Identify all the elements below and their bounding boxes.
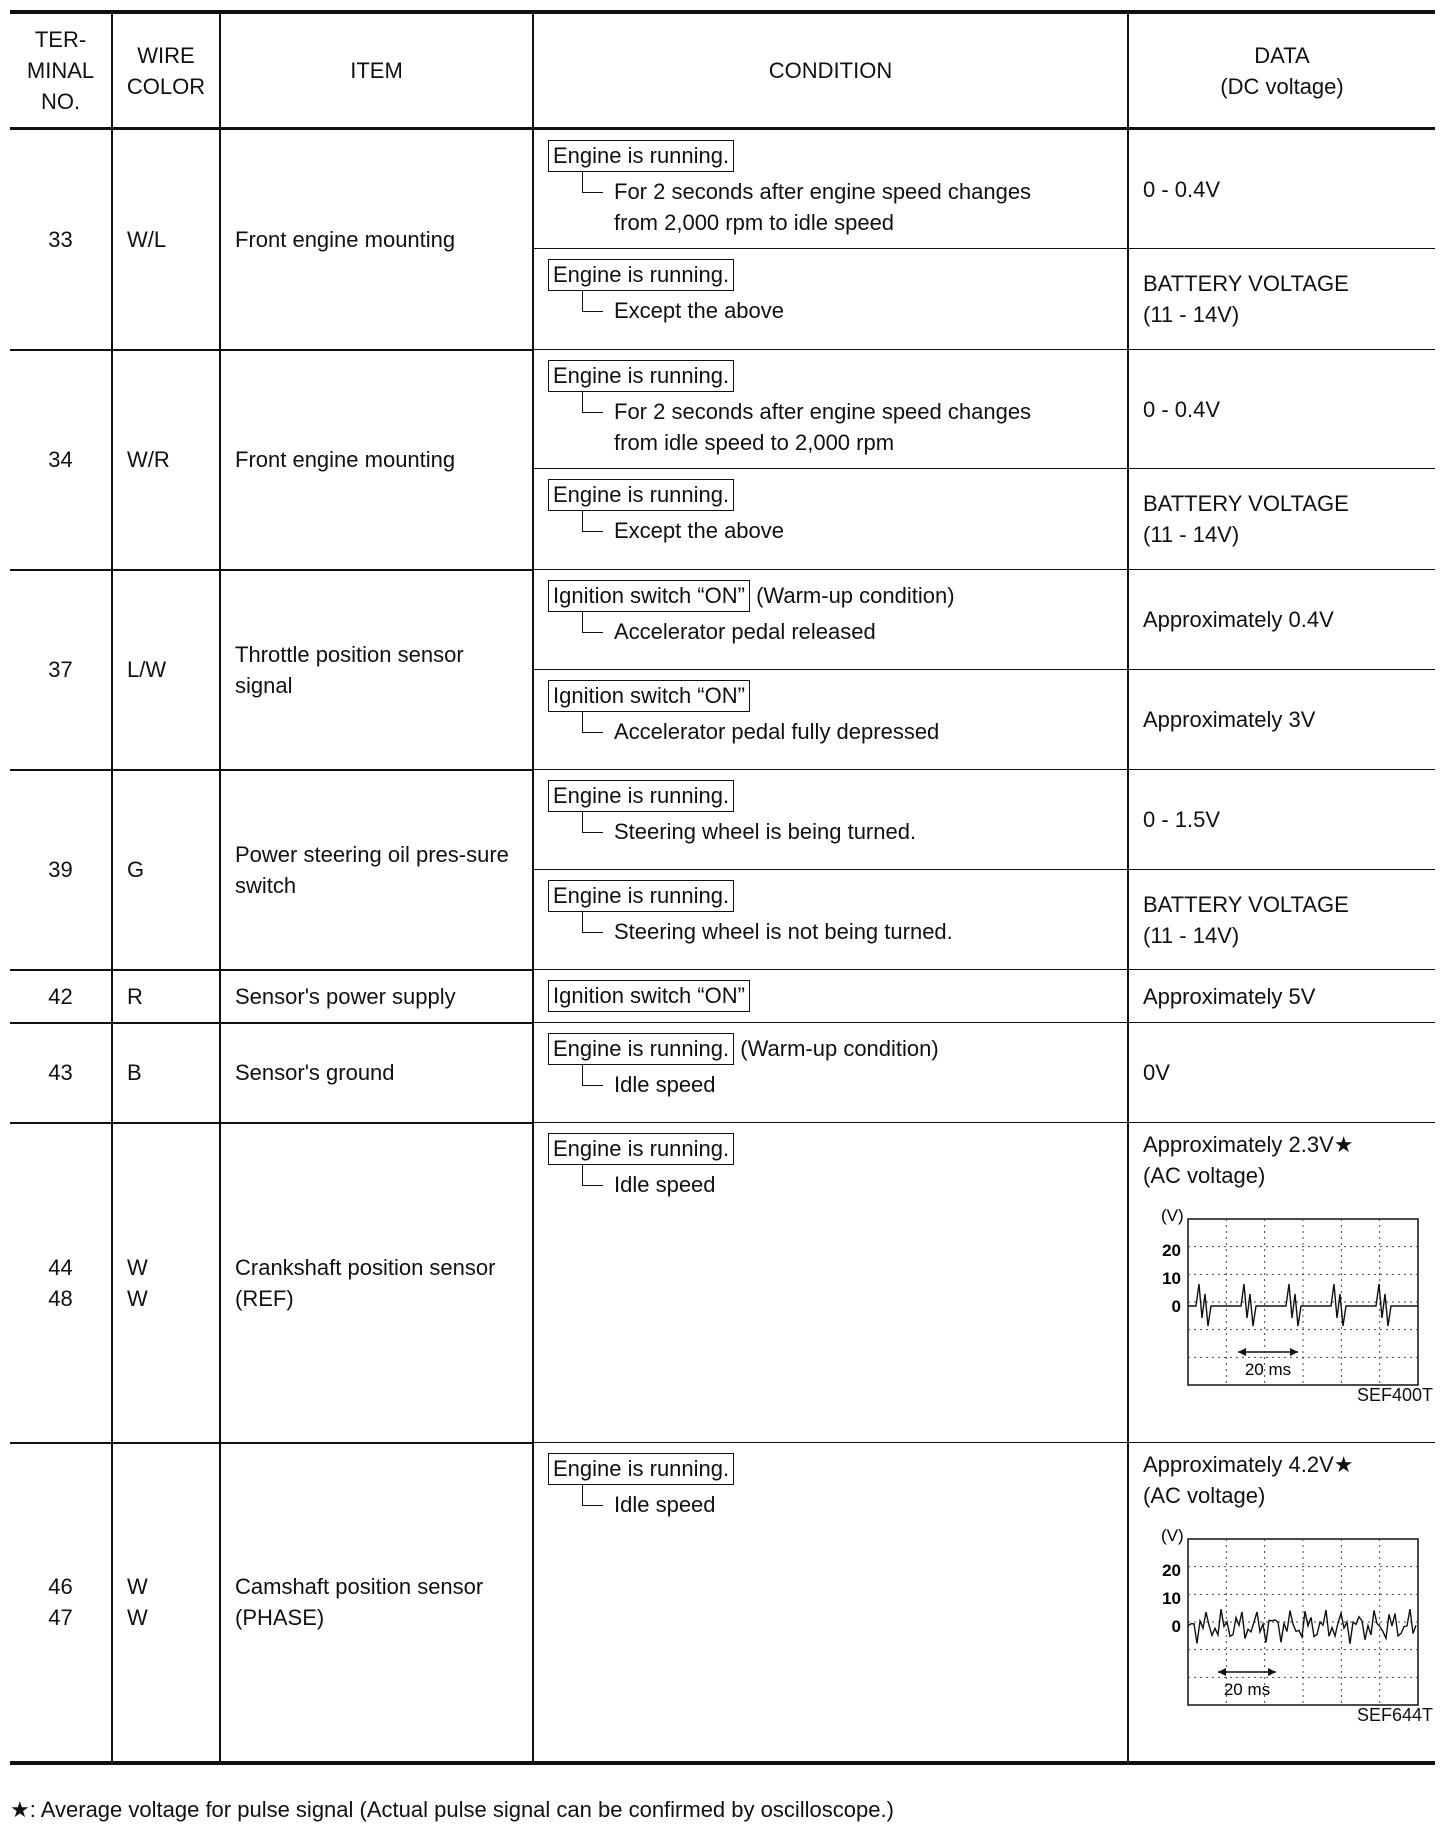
header-item: ITEM — [220, 12, 533, 129]
header-condition: CONDITION — [533, 12, 1128, 129]
condition-main — [548, 1133, 1117, 1165]
data-value: 0 - 0.4V — [1143, 176, 1221, 202]
data-value: Approximately 4.2V★ — [1143, 1452, 1354, 1477]
terminal-no: 34 — [48, 447, 73, 472]
condition-sub-line: Steering wheel is not being turned. — [614, 919, 953, 944]
condition-cell — [533, 1023, 1128, 1123]
wire-color: W — [127, 1574, 148, 1599]
wire-color: W/R — [127, 447, 170, 472]
wire-color-cell — [112, 1123, 220, 1443]
arrow-head-left-icon — [1218, 1668, 1226, 1676]
data-value: (11 - 14V) — [1143, 922, 1240, 948]
condition-sub-line: For 2 seconds after engine speed changes — [614, 399, 1032, 424]
table-row — [10, 1023, 1435, 1123]
scope-tick-label: 0 — [1171, 1297, 1181, 1316]
terminal-no: 37 — [48, 657, 73, 682]
item-cell — [220, 129, 533, 350]
item-cell — [220, 350, 533, 570]
header-data: DATA (DC voltage) — [1128, 12, 1435, 129]
condition-box: Ignition switch “ON” — [548, 580, 750, 612]
condition-box: Engine is running. — [548, 780, 734, 812]
terminal-no: 48 — [48, 1285, 73, 1311]
data-cell — [1128, 249, 1435, 350]
data-cell — [1128, 770, 1435, 870]
data-value: 0 - 1.5V — [1143, 807, 1221, 832]
condition-cell — [533, 970, 1128, 1023]
data-cell — [1128, 469, 1435, 570]
condition-box: Engine is running. — [548, 1133, 734, 1165]
item-name: Power steering oil pres-sure switch — [235, 841, 509, 898]
condition-cell — [533, 249, 1128, 350]
condition-main — [548, 580, 1117, 612]
table-row — [10, 1443, 1435, 1763]
wire-color-cell — [112, 770, 220, 970]
scope-tick-label: 20 — [1162, 1241, 1181, 1260]
data-value: (11 - 14V) — [1143, 522, 1240, 547]
item-name: Throttle position sensor signal — [235, 641, 464, 698]
condition-box: Engine is running. — [548, 259, 734, 291]
condition-sub-line: Except the above — [614, 298, 785, 323]
wire-color-cell — [112, 970, 220, 1023]
terminal-no-cell — [10, 570, 112, 770]
wire-color-cell — [112, 129, 220, 350]
condition-cell — [533, 570, 1128, 670]
condition-cell — [533, 129, 1128, 249]
item-cell — [220, 1443, 533, 1763]
terminal-data-table — [10, 10, 1435, 1765]
item-name: Front engine mounting — [235, 447, 456, 472]
data-value: 0 - 0.4V — [1143, 396, 1221, 422]
table-row — [10, 1123, 1435, 1443]
condition-box: Engine is running. — [548, 880, 734, 912]
condition-sub-line: Accelerator pedal fully depressed — [614, 719, 940, 744]
condition-sub-line: Idle speed — [614, 1492, 716, 1517]
condition-main — [548, 360, 1117, 392]
wire-color: W — [127, 1285, 148, 1311]
condition-main — [548, 780, 1117, 812]
terminal-no-cell — [10, 1023, 112, 1123]
table-row — [10, 129, 1435, 249]
data-value: Approximately 3V — [1143, 707, 1316, 732]
scope-tick-label: 0 — [1171, 1617, 1181, 1636]
condition-main — [548, 980, 1117, 1012]
condition-sub-line: Steering wheel is being turned. — [614, 819, 917, 844]
data-value: Approximately 2.3V★ — [1143, 1132, 1354, 1157]
wire-color: W — [127, 1605, 148, 1630]
data-cell — [1128, 129, 1435, 249]
item-name: Sensor's ground — [235, 1060, 395, 1085]
condition-main — [548, 880, 1117, 912]
scope-unit-label: (V) — [1161, 1206, 1184, 1225]
scope-tick-label: 10 — [1162, 1589, 1181, 1608]
condition-main — [548, 1453, 1117, 1485]
terminal-no: 47 — [48, 1605, 73, 1630]
oscilloscope-graph — [1143, 1525, 1433, 1725]
scope-tick-label: 20 — [1162, 1561, 1181, 1580]
arrow-head-right-icon — [1268, 1668, 1276, 1676]
header-terminal-no: TER- MINAL NO. — [10, 12, 112, 129]
time-scale-label: 20 ms — [1244, 1360, 1292, 1379]
wire-color-cell — [112, 350, 220, 570]
footnote: ★: Average voltage for pulse signal (Actual pulse signal can be confirmed by oscilloscope.) — [10, 1797, 894, 1822]
condition-sub — [582, 515, 1117, 546]
condition-sub — [582, 396, 1117, 458]
data-value: BATTERY VOLTAGE — [1143, 491, 1349, 516]
oscilloscope-graph — [1143, 1205, 1433, 1405]
condition-main — [548, 479, 1117, 511]
item-name: Front engine mounting — [235, 226, 456, 252]
condition-main — [548, 140, 1117, 172]
item-cell — [220, 570, 533, 770]
terminal-no-cell — [10, 770, 112, 970]
condition-sub — [582, 616, 1117, 647]
terminal-no: 44 — [48, 1254, 73, 1280]
terminal-no-cell — [10, 970, 112, 1023]
terminal-no: 42 — [48, 983, 73, 1009]
condition-sub-line: from 2,000 rpm to idle speed — [614, 210, 895, 235]
wire-color: L/W — [127, 657, 167, 682]
oscilloscope-waveform — [1143, 1525, 1433, 1725]
table-row — [10, 350, 1435, 469]
figure-code: SEF400T — [1356, 1385, 1433, 1405]
condition-cell — [533, 670, 1128, 770]
condition-sub — [582, 1489, 1117, 1520]
condition-sub — [582, 1169, 1117, 1200]
data-value: 0V — [1143, 1060, 1170, 1085]
condition-sub-line: Accelerator pedal released — [614, 619, 876, 644]
wire-color: G — [127, 857, 145, 882]
terminal-no-cell — [10, 129, 112, 350]
condition-sub — [582, 916, 1117, 947]
condition-cell — [533, 770, 1128, 870]
condition-sub-line: For 2 seconds after engine speed changes — [614, 179, 1032, 204]
data-value: Approximately 5V — [1143, 983, 1316, 1009]
data-cell — [1128, 1023, 1435, 1123]
data-cell — [1128, 970, 1435, 1023]
condition-cell — [533, 1123, 1128, 1443]
wire-color-cell — [112, 1023, 220, 1123]
data-value: (AC voltage) — [1143, 1483, 1266, 1508]
condition-box: Engine is running. — [548, 1033, 734, 1065]
table-row — [10, 570, 1435, 670]
condition-box: Ignition switch “ON” — [548, 980, 750, 1012]
wire-color-cell — [112, 570, 220, 770]
scope-unit-label: (V) — [1161, 1526, 1184, 1545]
wire-color: W/L — [127, 226, 167, 252]
condition-cell — [533, 469, 1128, 570]
terminal-no: 33 — [48, 226, 73, 252]
condition-sub-line: Idle speed — [614, 1072, 716, 1097]
oscilloscope-waveform — [1143, 1205, 1433, 1405]
data-cell — [1128, 350, 1435, 469]
item-name: Sensor's power supply — [235, 983, 456, 1009]
terminal-no-cell — [10, 350, 112, 570]
condition-box: Ignition switch “ON” — [548, 680, 750, 712]
arrow-head-left-icon — [1238, 1348, 1246, 1356]
header-row — [10, 12, 1435, 129]
data-cell — [1128, 570, 1435, 670]
condition-sub-line: from idle speed to 2,000 rpm — [614, 430, 895, 455]
scope-waveform-trace — [1188, 1609, 1416, 1644]
terminal-no-cell — [10, 1443, 112, 1763]
item-cell — [220, 1023, 533, 1123]
terminal-no: 46 — [48, 1574, 73, 1599]
figure-code: SEF644T — [1356, 1705, 1433, 1725]
terminal-no: 43 — [48, 1060, 73, 1085]
item-name: Crankshaft position sensor (REF) — [235, 1254, 496, 1311]
condition-main — [548, 680, 1117, 712]
condition-sub — [582, 176, 1117, 238]
item-cell — [220, 770, 533, 970]
data-value: (AC voltage) — [1143, 1163, 1266, 1188]
condition-sub-line: Except the above — [614, 518, 785, 543]
condition-sub — [582, 295, 1117, 326]
condition-sub — [582, 1069, 1117, 1100]
terminal-no: 39 — [48, 857, 73, 882]
data-cell — [1128, 1123, 1435, 1443]
item-name: Camshaft position sensor (PHASE) — [235, 1574, 484, 1630]
condition-main — [548, 1033, 1117, 1065]
condition-extra: (Warm-up condition) — [756, 583, 955, 608]
condition-sub — [582, 816, 1117, 847]
item-cell — [220, 970, 533, 1023]
condition-cell — [533, 870, 1128, 970]
wire-color: R — [127, 983, 143, 1009]
data-value: (11 - 14V) — [1143, 302, 1240, 327]
data-cell — [1128, 1443, 1435, 1763]
condition-sub-line: Idle speed — [614, 1172, 716, 1197]
wire-color: W — [127, 1254, 148, 1280]
wire-color: B — [127, 1060, 142, 1085]
condition-box: Engine is running. — [548, 360, 734, 392]
scope-tick-label: 10 — [1162, 1269, 1181, 1288]
data-value: BATTERY VOLTAGE — [1143, 891, 1349, 917]
time-scale-label: 20 ms — [1223, 1680, 1271, 1699]
terminal-no-cell — [10, 1123, 112, 1443]
data-cell — [1128, 670, 1435, 770]
condition-extra: (Warm-up condition) — [740, 1036, 939, 1061]
data-value: BATTERY VOLTAGE — [1143, 271, 1349, 296]
condition-box: Engine is running. — [548, 479, 734, 511]
condition-sub — [582, 716, 1117, 747]
data-cell — [1128, 870, 1435, 970]
table-row — [10, 970, 1435, 1023]
condition-cell — [533, 1443, 1128, 1763]
condition-box: Engine is running. — [548, 1453, 734, 1485]
table-row — [10, 770, 1435, 870]
scope-waveform-trace — [1188, 1284, 1418, 1326]
condition-main — [548, 259, 1117, 291]
condition-box: Engine is running. — [548, 140, 734, 172]
condition-cell — [533, 350, 1128, 469]
item-cell — [220, 1123, 533, 1443]
header-wire-color: WIRE COLOR — [112, 12, 220, 129]
data-value: Approximately 0.4V — [1143, 607, 1334, 632]
wire-color-cell — [112, 1443, 220, 1763]
arrow-head-right-icon — [1290, 1348, 1298, 1356]
